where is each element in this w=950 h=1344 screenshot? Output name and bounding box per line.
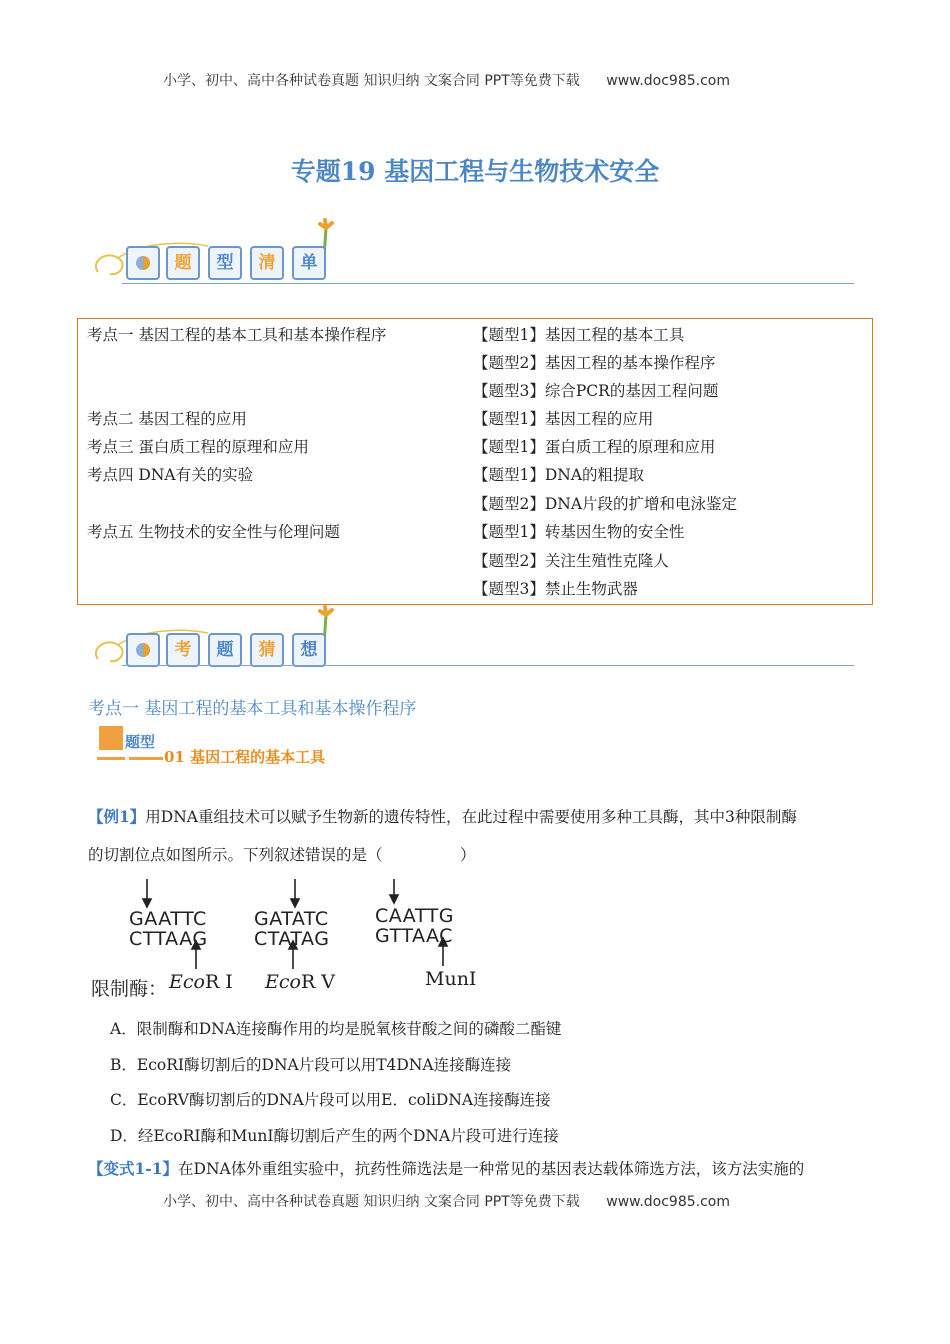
- page-header: [163, 70, 730, 90]
- footer-text: 小学、初中、高中各种试卷真题 知识归纳 文案合同 PPT等免费下载: [163, 1194, 580, 1210]
- banner-bullet-icon: [126, 246, 160, 280]
- enzyme-site: [375, 906, 454, 946]
- banner-question-types: [88, 214, 858, 294]
- outline-left-item: 考点五 生物技术的安全性与伦理问题: [87, 523, 340, 541]
- outline-right-item: 【题型2】基因工程的基本操作程序: [473, 354, 716, 372]
- variant-question: [88, 1154, 804, 1184]
- marker-title: 01 基因工程的基本工具: [164, 748, 326, 766]
- example-stem-line1: 用DNA重组技术可以赋予生物新的遗传特性，在此过程中需要使用多种工具酶，其中3种限制酶: [145, 808, 797, 826]
- outline-left-item: 考点四 DNA有关的实验: [87, 466, 254, 484]
- banner-char: 考: [166, 633, 200, 667]
- enzyme-name-rest: R Ⅴ: [300, 971, 336, 993]
- sequence-bottom: CTTAAG: [129, 928, 208, 950]
- variant-tag: 【变式1-1】: [88, 1159, 179, 1178]
- example-stem: [88, 802, 868, 832]
- outline-right-item: 【题型1】转基因生物的安全性: [473, 523, 685, 541]
- option-b[interactable]: B．EcoRI酶切割后的DNA片段可以用T4DNA连接酶连接: [110, 1056, 512, 1074]
- restriction-site-figure: [88, 876, 488, 1001]
- enzyme-name-italic: Eco: [265, 971, 301, 993]
- banner-char: 单: [292, 246, 326, 280]
- enzyme-site: [129, 909, 208, 949]
- banner-char: 题: [208, 633, 242, 667]
- sequence-top: CAATTG: [375, 905, 454, 927]
- marker-block: [99, 726, 123, 750]
- header-url[interactable]: www.doc985.com: [606, 73, 730, 89]
- enzyme-name: [265, 971, 335, 993]
- footer-url[interactable]: www.doc985.com: [606, 1194, 730, 1210]
- enzyme-site: [254, 909, 329, 949]
- enzyme-name: [169, 971, 233, 993]
- marker-label: 题型: [125, 733, 156, 751]
- example-stem-line2: 的切割位点如图所示。下列叙述错误的是（ ）: [88, 846, 476, 864]
- marker-underline: [129, 757, 163, 760]
- outline-right-item: 【题型1】基因工程的基本工具: [473, 326, 685, 344]
- outline-right-item: 【题型1】基因工程的应用: [473, 410, 654, 428]
- banner-char: 清: [250, 246, 284, 280]
- banner-char: 型: [208, 246, 242, 280]
- example-tag: 【例1】: [88, 807, 146, 826]
- sequence-bottom: CTATAG: [254, 928, 330, 950]
- page-footer: [163, 1191, 730, 1211]
- enzyme-name-italic: Eco: [169, 971, 205, 993]
- outline-left-item: 考点一 基因工程的基本工具和基本操作程序: [87, 326, 387, 344]
- sequence-bottom: GTTAAC: [375, 925, 453, 947]
- outline-box: [77, 318, 873, 605]
- banner-exam-guess: [88, 601, 858, 681]
- outline-right-item: 【题型1】蛋白质工程的原理和应用: [473, 438, 716, 456]
- question-type-marker: [97, 726, 357, 766]
- banner-char: 想: [292, 633, 326, 667]
- option-c[interactable]: C．EcoRV酶切割后的DNA片段可以用E．coliDNA连接酶连接: [110, 1091, 551, 1109]
- marker-underline: [97, 757, 125, 760]
- banner-divider: [122, 665, 854, 666]
- enzyme-name: [425, 968, 476, 990]
- section-heading: 考点一 基因工程的基本工具和基本操作程序: [88, 699, 417, 719]
- option-d[interactable]: D．经EcoRI酶和MunI酶切割后产生的两个DNA片段可进行连接: [110, 1127, 559, 1145]
- enzyme-name-rest: MunⅠ: [425, 968, 477, 990]
- banner-char: 题: [166, 246, 200, 280]
- banner-bullet-icon: [126, 633, 160, 667]
- sequence-top: GAATTC: [129, 908, 207, 930]
- header-text: 小学、初中、高中各种试卷真题 知识归纳 文案合同 PPT等免费下载: [163, 73, 580, 89]
- page-title: 专题19 基因工程与生物技术安全: [290, 157, 660, 186]
- outline-right-item: 【题型2】DNA片段的扩增和电泳鉴定: [473, 495, 738, 513]
- outline-right-item: 【题型1】DNA的粗提取: [473, 466, 645, 484]
- banner-char: 猜: [250, 633, 284, 667]
- outline-left-item: 考点三 蛋白质工程的原理和应用: [87, 438, 309, 456]
- enzyme-name-rest: R Ⅰ: [204, 971, 233, 993]
- outline-left-item: 考点二 基因工程的应用: [87, 410, 247, 428]
- enzyme-label: 限制酶：: [91, 978, 168, 1000]
- banner-divider: [122, 283, 854, 284]
- variant-text: 在DNA体外重组实验中，抗药性筛选法是一种常见的基因表达载体筛选方法，该方法实施的: [178, 1160, 805, 1178]
- outline-right-item: 【题型3】禁止生物武器: [473, 580, 638, 598]
- option-a[interactable]: A．限制酶和DNA连接酶作用的均是脱氧核苷酸之间的磷酸二酯键: [110, 1020, 562, 1038]
- sequence-top: GATATC: [254, 908, 329, 930]
- outline-right-item: 【题型3】综合PCR的基因工程问题: [473, 382, 719, 400]
- outline-right-item: 【题型2】关注生殖性克隆人: [473, 552, 669, 570]
